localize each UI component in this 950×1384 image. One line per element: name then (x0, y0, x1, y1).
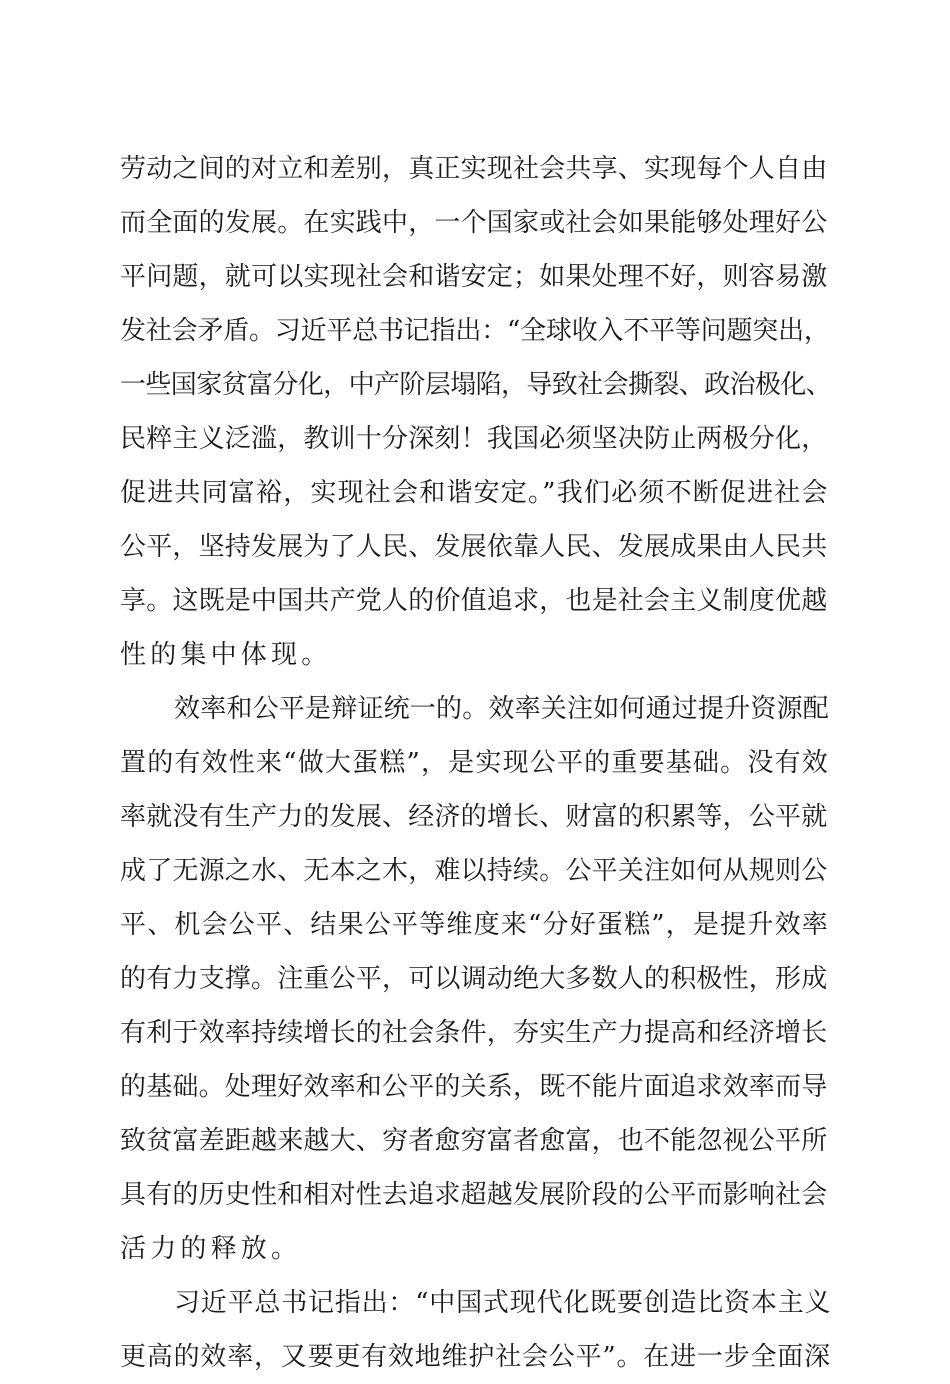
text-line: 促进共同富裕，实现社会和谐安定。”我们必须不断促进社会 (120, 478, 829, 508)
text-line: 的基础。处理好效率和公平的关系，既不能片面追求效率而导 (120, 1072, 828, 1102)
text-line: 的有力支撑。注重公平，可以调动绝大多数人的积极性，形成 (120, 964, 828, 994)
paragraph-2 (120, 682, 832, 1276)
text-line: 有利于效率持续增长的社会条件，夯实生产力提高和经济增长 (120, 1018, 828, 1048)
text-line: 劳动之间的对立和差别，真正实现社会共享、实现每个人自由 (120, 154, 828, 184)
text-line: 一些国家贫富分化，中产阶层塌陷，导致社会撕裂、政治极化、 (120, 370, 832, 400)
text-line: 性的集中体现。 (120, 640, 332, 670)
paragraph-1 (120, 142, 832, 682)
text-line: 民粹主义泛滥，教训十分深刻！我国必须坚决防止两极分化， (120, 424, 828, 454)
text-line: 效率和公平是辩证统一的。效率关注如何通过提升资源配 (174, 694, 830, 724)
text-line: 享。这既是中国共产党人的价值追求，也是社会主义制度优越 (120, 586, 828, 616)
text-line: 平、机会公平、结果公平等维度来“分好蛋糕”，是提升效率 (120, 910, 829, 940)
text-line: 具有的历史性和相对性去追求超越发展阶段的公平而影响社会 (120, 1180, 828, 1210)
text-line: 活力的释放。 (120, 1234, 302, 1264)
text-line: 置的有效性来“做大蛋糕”，是实现公平的重要基础。没有效 (120, 748, 829, 778)
text-line: 率就没有生产力的发展、经济的增长、财富的积累等，公平就 (120, 802, 828, 832)
text-line: 更高的效率，又要更有效地维护社会公平”。在进一步全面深 (120, 1342, 831, 1372)
text-line: 发社会矛盾。习近平总书记指出：“全球收入不平等问题突出， (120, 316, 830, 346)
text-line: 致贫富差距越来越大、穷者愈穷富者愈富，也不能忽视公平所 (120, 1126, 828, 1156)
text-line: 公平，坚持发展为了人民、发展依靠人民、发展成果由人民共 (120, 532, 828, 562)
text-line: 习近平总书记指出：“中国式现代化既要创造比资本主义 (174, 1288, 832, 1318)
text-line: 成了无源之水、无本之木，难以持续。公平关注如何从规则公 (120, 856, 828, 886)
text-line: 平问题，就可以实现社会和谐安定；如果处理不好，则容易激 (120, 262, 828, 292)
document-body (120, 142, 832, 1384)
text-line: 而全面的发展。在实践中，一个国家或社会如果能够处理好公 (120, 208, 828, 238)
paragraph-3 (120, 1276, 832, 1384)
